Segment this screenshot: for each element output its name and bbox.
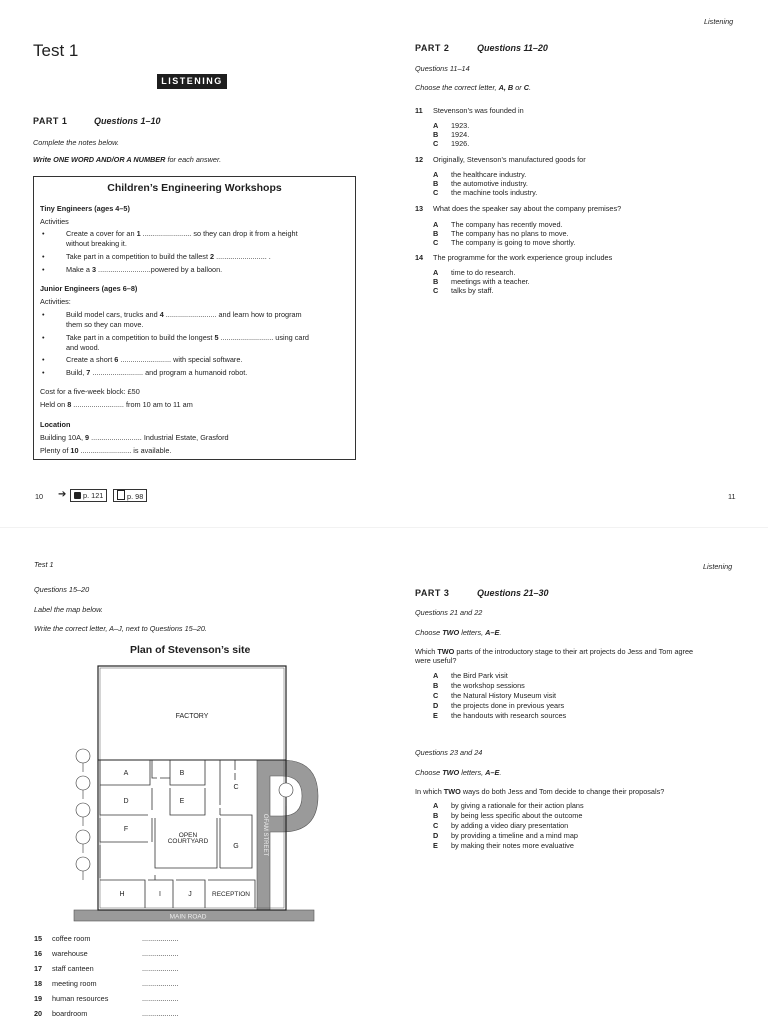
document-icon: [117, 490, 125, 500]
part1-questions: Questions 1–10: [94, 116, 161, 126]
part2-questions: Questions 11–20: [477, 43, 548, 53]
map-label-j: J: [188, 891, 192, 898]
page-number-right: 11: [728, 492, 736, 501]
map-label-main-road: MAIN ROAD: [169, 913, 207, 921]
map-label-a: A: [123, 770, 129, 777]
question-21-22: Which TWO parts of the introductory stage to their art projects do Jess and Tom agree were useful?: [415, 647, 694, 665]
map-label-reception: RECEPTION: [212, 891, 250, 898]
map-label-b: B: [179, 770, 185, 777]
map-label-factory: FACTORY: [175, 713, 209, 720]
map-label-i: I: [159, 891, 161, 898]
part2-instruction: Choose the correct letter, A, B or C.: [415, 83, 532, 92]
map-label-c: C: [233, 784, 239, 791]
map-label-g: G: [233, 843, 239, 850]
listening-badge: LISTENING: [157, 74, 227, 89]
page-divider: [0, 527, 768, 528]
map-instruction-1: Label the map below.: [34, 605, 103, 614]
arrow-icon: ➔: [58, 489, 67, 500]
audio-ref-link[interactable]: p. 121: [70, 489, 107, 502]
cost-line: Cost for a five-week block: £50: [40, 387, 140, 396]
part2-label: PART 2: [415, 43, 450, 53]
map-label-side-road: OFAM STREET: [262, 813, 268, 857]
notes-box: Children’s Engineering Workshops Tiny Engineers (ages 4–5) Activities • Create a cover for an 1 ........................ so they can drop it from a height without breaking it. • Take part in a competition to build the tallest 2 ......................... . • Make a 3 ..........................powered by a balloon. Junior Engineers (ages 6–8) Activities: • Build model cars, trucks and 4 ......................... and learn how to program them so they can move. • Take part in a competition to build the longest 5 .......................... using card and wood. • Create a short 6 ......................... with special software. • Build, 7 ......................... and program a humanoid robot. Cost for a five-week block: £50 Held on 8 ......................... from 10 am to 11 am Location Building 10A, 9 ......................... Industrial Estate, Grasford Plenty of 10 ......................... is available.: [33, 176, 356, 460]
site-map: [60, 660, 330, 925]
question-12: 12 Originally, Stevenson’s manufactured goods for: [415, 155, 586, 164]
notes-title: Children’s Engineering Workshops: [107, 182, 282, 194]
question-14: 14 The programme for the work experience group includes: [415, 253, 613, 262]
activities-label: Activities: [40, 217, 69, 226]
part1-label: PART 1: [33, 116, 68, 126]
junior-engineers-heading: Junior Engineers (ages 6–8): [40, 284, 138, 293]
map-label-f: F: [123, 826, 129, 833]
map-label-h: H: [119, 891, 125, 898]
location-heading: Location: [40, 420, 71, 429]
part3-label: PART 3: [415, 588, 450, 598]
question-23-24: In which TWO ways do both Jess and Tom decide to change their proposals?: [415, 787, 665, 796]
plenty-line: Plenty of 10 ......................... is available.: [40, 446, 172, 455]
activities-label: Activities:: [40, 297, 71, 306]
audio-icon: [74, 492, 81, 499]
page-number-left: 10: [35, 492, 44, 501]
part3-questions: Questions 21–30: [477, 588, 549, 598]
map-instruction-2: Write the correct letter, A–J, next to Questions 15–20.: [34, 624, 207, 633]
map-subhead: Questions 15–20: [34, 585, 90, 594]
part3-subhead-1: Questions 21 and 22: [415, 608, 483, 617]
running-header-test: Test 1: [34, 560, 54, 569]
part2-subhead: Questions 11–14: [415, 64, 470, 73]
held-line: Held on 8 ......................... from 10 am to 11 am: [40, 400, 193, 409]
map-label-courtyard-1: OPEN: [178, 832, 198, 839]
test-title: Test 1: [33, 41, 79, 60]
part1-instruction-1: Complete the notes below.: [33, 138, 119, 147]
part3-choose-2: Choose TWO letters, A–E.: [415, 768, 502, 777]
part3-choose-1: Choose TWO letters, A–E.: [415, 628, 502, 637]
tiny-engineers-heading: Tiny Engineers (ages 4–5): [40, 204, 130, 213]
part1-instruction-2: Write ONE WORD AND/OR A NUMBER for each answer.: [33, 155, 222, 164]
running-header-listening: Listening: [703, 562, 733, 571]
map-label-e: E: [179, 798, 185, 805]
running-header-listening: Listening: [704, 17, 734, 26]
map-label-courtyard-2: COURTYARD: [167, 838, 209, 845]
transcript-ref-link[interactable]: p. 98: [113, 489, 147, 502]
part3-subhead-2: Questions 23 and 24: [415, 748, 483, 757]
map-label-d: D: [123, 798, 129, 805]
question-11: 11 Stevenson’s was founded in: [415, 106, 524, 115]
building-line: Building 10A, 9 ......................... Industrial Estate, Grasford: [40, 433, 229, 442]
question-13: 13 What does the speaker say about the company premises?: [415, 204, 622, 213]
map-title: Plan of Stevenson’s site: [130, 644, 251, 656]
